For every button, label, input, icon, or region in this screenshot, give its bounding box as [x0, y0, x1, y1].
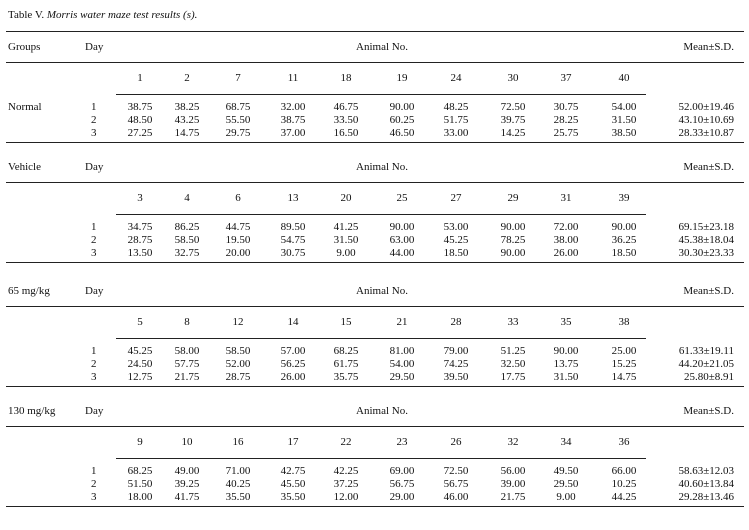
animal-number: 9 — [137, 436, 143, 448]
cell-value: 32.75 — [174, 247, 200, 259]
day-value: 3 — [91, 127, 97, 139]
cell-value: 35.50 — [280, 491, 306, 503]
cell-value: 90.00 — [611, 221, 637, 233]
day-value: 1 — [91, 465, 97, 477]
cell-value: 17.75 — [500, 371, 526, 383]
cell-value: 36.25 — [611, 234, 637, 246]
cell-value: 90.00 — [389, 221, 415, 233]
animal-number: 40 — [618, 72, 630, 84]
cell-value: 37.25 — [333, 478, 359, 490]
group-label: 65 mg/kg — [8, 285, 50, 297]
cell-value: 14.25 — [500, 127, 526, 139]
cell-value: 45.25 — [443, 234, 469, 246]
cell-value: 33.50 — [333, 114, 359, 126]
cell-value: 38.25 — [174, 101, 200, 113]
animal-no-header: Animal No. — [356, 41, 408, 53]
cell-value: 38.75 — [280, 114, 306, 126]
cell-value: 89.50 — [280, 221, 306, 233]
animal-number: 12 — [232, 316, 244, 328]
animal-number: 33 — [507, 316, 519, 328]
cell-value: 24.50 — [127, 358, 153, 370]
group-label: 130 mg/kg — [8, 405, 56, 417]
cell-value: 25.00 — [611, 345, 637, 357]
section-header-rule — [6, 426, 744, 427]
cell-value: 15.25 — [611, 358, 637, 370]
cell-value: 61.75 — [333, 358, 359, 370]
cell-value: 52.00 — [225, 358, 251, 370]
cell-value: 39.00 — [500, 478, 526, 490]
cell-value: 30.75 — [553, 101, 579, 113]
mean-value: 52.00±19.46 — [678, 101, 734, 113]
mean-sd-header: Mean±S.D. — [683, 161, 734, 173]
animal-number: 30 — [507, 72, 519, 84]
cell-value: 31.50 — [553, 371, 579, 383]
cell-value: 55.50 — [225, 114, 251, 126]
animal-number: 21 — [396, 316, 408, 328]
cell-value: 32.50 — [500, 358, 526, 370]
cell-value: 54.00 — [611, 101, 637, 113]
animal-number: 25 — [396, 192, 408, 204]
animal-number: 37 — [560, 72, 572, 84]
cell-value: 56.75 — [389, 478, 415, 490]
day-value: 1 — [91, 345, 97, 357]
cell-value: 44.00 — [389, 247, 415, 259]
cell-value: 41.75 — [174, 491, 200, 503]
animal-number: 32 — [507, 436, 519, 448]
cell-value: 26.00 — [280, 371, 306, 383]
table-caption — [8, 9, 197, 22]
day-value: 2 — [91, 234, 97, 246]
cell-value: 74.25 — [443, 358, 469, 370]
animal-number-rule — [116, 94, 646, 95]
cell-value: 58.50 — [174, 234, 200, 246]
cell-value: 57.75 — [174, 358, 200, 370]
cell-value: 51.25 — [500, 345, 526, 357]
mean-value: 58.63±12.03 — [678, 465, 734, 477]
cell-value: 45.50 — [280, 478, 306, 490]
cell-value: 72.50 — [500, 101, 526, 113]
cell-value: 66.00 — [611, 465, 637, 477]
cell-value: 51.75 — [443, 114, 469, 126]
mean-sd-header: Mean±S.D. — [683, 285, 734, 297]
cell-value: 18.50 — [443, 247, 469, 259]
animal-number: 17 — [287, 436, 299, 448]
cell-value: 18.50 — [611, 247, 637, 259]
cell-value: 49.00 — [174, 465, 200, 477]
animal-number: 6 — [235, 192, 241, 204]
animal-number: 2 — [184, 72, 190, 84]
animal-no-header: Animal No. — [356, 285, 408, 297]
section-bottom-rule — [6, 386, 744, 387]
animal-number: 34 — [560, 436, 572, 448]
day-value: 2 — [91, 478, 97, 490]
animal-number: 22 — [340, 436, 352, 448]
animal-number: 36 — [618, 436, 630, 448]
animal-number: 31 — [560, 192, 572, 204]
animal-number: 16 — [232, 436, 244, 448]
cell-value: 45.25 — [127, 345, 153, 357]
animal-number: 8 — [184, 316, 190, 328]
cell-value: 13.50 — [127, 247, 153, 259]
mean-value: 44.20±21.05 — [678, 358, 734, 370]
cell-value: 29.50 — [389, 371, 415, 383]
cell-value: 19.50 — [225, 234, 251, 246]
animal-number-rule — [116, 338, 646, 339]
cell-value: 46.50 — [389, 127, 415, 139]
cell-value: 90.00 — [389, 101, 415, 113]
day-value: 2 — [91, 358, 97, 370]
cell-value: 49.50 — [553, 465, 579, 477]
mean-value: 29.28±13.46 — [678, 491, 734, 503]
cell-value: 31.50 — [611, 114, 637, 126]
cell-value: 79.00 — [443, 345, 469, 357]
day-header: Day — [85, 161, 104, 173]
animal-number: 5 — [137, 316, 143, 328]
cell-value: 27.25 — [127, 127, 153, 139]
cell-value: 29.75 — [225, 127, 251, 139]
cell-value: 57.00 — [280, 345, 306, 357]
cell-value: 51.50 — [127, 478, 153, 490]
section-bottom-rule — [6, 142, 744, 143]
animal-number: 28 — [450, 316, 462, 328]
animal-number: 4 — [184, 192, 190, 204]
cell-value: 28.75 — [225, 371, 251, 383]
animal-no-header: Animal No. — [356, 405, 408, 417]
group-label: Vehicle — [8, 161, 41, 173]
day-header: Day — [85, 41, 104, 53]
cell-value: 81.00 — [389, 345, 415, 357]
cell-value: 56.25 — [280, 358, 306, 370]
cell-value: 46.00 — [443, 491, 469, 503]
cell-value: 10.25 — [611, 478, 637, 490]
cell-value: 38.50 — [611, 127, 637, 139]
day-header: Day — [85, 405, 104, 417]
day-value: 3 — [91, 491, 97, 503]
cell-value: 56.75 — [443, 478, 469, 490]
cell-value: 12.00 — [333, 491, 359, 503]
day-header: Day — [85, 285, 104, 297]
cell-value: 56.00 — [500, 465, 526, 477]
day-value: 2 — [91, 114, 97, 126]
cell-value: 39.25 — [174, 478, 200, 490]
cell-value: 42.25 — [333, 465, 359, 477]
cell-value: 48.25 — [443, 101, 469, 113]
cell-value: 90.00 — [500, 247, 526, 259]
animal-number: 14 — [287, 316, 299, 328]
mean-value: 30.30±23.33 — [678, 247, 734, 259]
cell-value: 68.25 — [333, 345, 359, 357]
cell-value: 42.75 — [280, 465, 306, 477]
mean-sd-header: Mean±S.D. — [683, 405, 734, 417]
cell-value: 41.25 — [333, 221, 359, 233]
cell-value: 28.75 — [127, 234, 153, 246]
cell-value: 68.75 — [225, 101, 251, 113]
cell-value: 44.75 — [225, 221, 251, 233]
cell-value: 71.00 — [225, 465, 251, 477]
mean-value: 40.60±13.84 — [678, 478, 734, 490]
animal-number: 18 — [340, 72, 352, 84]
mean-sd-header: Mean±S.D. — [683, 41, 734, 53]
cell-value: 78.25 — [500, 234, 526, 246]
cell-value: 39.75 — [500, 114, 526, 126]
cell-value: 53.00 — [443, 221, 469, 233]
animal-number: 39 — [618, 192, 630, 204]
cell-value: 35.50 — [225, 491, 251, 503]
day-value: 3 — [91, 371, 97, 383]
cell-value: 37.00 — [280, 127, 306, 139]
mean-value: 25.80±8.91 — [683, 371, 734, 383]
cell-value: 68.25 — [127, 465, 153, 477]
section-bottom-rule — [6, 262, 744, 263]
animal-number: 27 — [450, 192, 462, 204]
day-value: 3 — [91, 247, 97, 259]
cell-value: 13.75 — [553, 358, 579, 370]
section-header-rule — [6, 182, 744, 183]
caption-title: Morris water maze test results (s). — [46, 9, 198, 21]
cell-value: 54.00 — [389, 358, 415, 370]
cell-value: 48.50 — [127, 114, 153, 126]
cell-value: 90.00 — [553, 345, 579, 357]
cell-value: 58.50 — [225, 345, 251, 357]
cell-value: 25.75 — [553, 127, 579, 139]
cell-value: 30.75 — [280, 247, 306, 259]
cell-value: 38.00 — [553, 234, 579, 246]
cell-value: 63.00 — [389, 234, 415, 246]
cell-value: 86.25 — [174, 221, 200, 233]
animal-number: 10 — [181, 436, 193, 448]
animal-number: 20 — [340, 192, 352, 204]
cell-value: 43.25 — [174, 114, 200, 126]
animal-number: 11 — [287, 72, 299, 84]
mean-value: 43.10±10.69 — [678, 114, 734, 126]
animal-number: 26 — [450, 436, 462, 448]
mean-value: 45.38±18.04 — [678, 234, 734, 246]
cell-value: 18.00 — [127, 491, 153, 503]
cell-value: 40.25 — [225, 478, 251, 490]
cell-value: 69.00 — [389, 465, 415, 477]
cell-value: 16.50 — [333, 127, 359, 139]
cell-value: 72.00 — [553, 221, 579, 233]
cell-value: 90.00 — [500, 221, 526, 233]
animal-no-header: Animal No. — [356, 161, 408, 173]
cell-value: 14.75 — [611, 371, 637, 383]
caption-label: Table V. — [8, 9, 45, 21]
cell-value: 28.25 — [553, 114, 579, 126]
animal-number-rule — [116, 214, 646, 215]
cell-value: 33.00 — [443, 127, 469, 139]
animal-number: 23 — [396, 436, 408, 448]
day-value: 1 — [91, 221, 97, 233]
mean-value: 61.33±19.11 — [678, 345, 734, 357]
cell-value: 46.75 — [333, 101, 359, 113]
cell-value: 21.75 — [174, 371, 200, 383]
animal-number: 35 — [560, 316, 572, 328]
mean-value: 69.15±23.18 — [678, 221, 734, 233]
cell-value: 9.00 — [556, 491, 576, 503]
group-label: Normal — [8, 101, 42, 113]
animal-number: 7 — [235, 72, 241, 84]
cell-value: 31.50 — [333, 234, 359, 246]
cell-value: 58.00 — [174, 345, 200, 357]
animal-number: 13 — [287, 192, 299, 204]
section-header-rule — [6, 306, 744, 307]
section-bottom-rule — [6, 506, 744, 507]
animal-number-rule — [116, 458, 646, 459]
section-header-rule — [6, 62, 744, 63]
groups-header: Groups — [8, 41, 41, 53]
cell-value: 44.25 — [611, 491, 637, 503]
cell-value: 35.75 — [333, 371, 359, 383]
cell-value: 26.00 — [553, 247, 579, 259]
animal-number: 38 — [618, 316, 630, 328]
cell-value: 38.75 — [127, 101, 153, 113]
cell-value: 32.00 — [280, 101, 306, 113]
animal-number: 24 — [450, 72, 462, 84]
cell-value: 54.75 — [280, 234, 306, 246]
cell-value: 9.00 — [336, 247, 356, 259]
top-rule — [6, 31, 744, 32]
cell-value: 14.75 — [174, 127, 200, 139]
day-value: 1 — [91, 101, 97, 113]
cell-value: 39.50 — [443, 371, 469, 383]
mean-value: 28.33±10.87 — [678, 127, 734, 139]
cell-value: 21.75 — [500, 491, 526, 503]
animal-number: 3 — [137, 192, 143, 204]
cell-value: 60.25 — [389, 114, 415, 126]
cell-value: 34.75 — [127, 221, 153, 233]
animal-number: 29 — [507, 192, 519, 204]
animal-number: 15 — [340, 316, 352, 328]
cell-value: 72.50 — [443, 465, 469, 477]
cell-value: 29.50 — [553, 478, 579, 490]
cell-value: 29.00 — [389, 491, 415, 503]
cell-value: 12.75 — [127, 371, 153, 383]
animal-number: 19 — [396, 72, 408, 84]
cell-value: 20.00 — [225, 247, 251, 259]
animal-number: 1 — [137, 72, 143, 84]
